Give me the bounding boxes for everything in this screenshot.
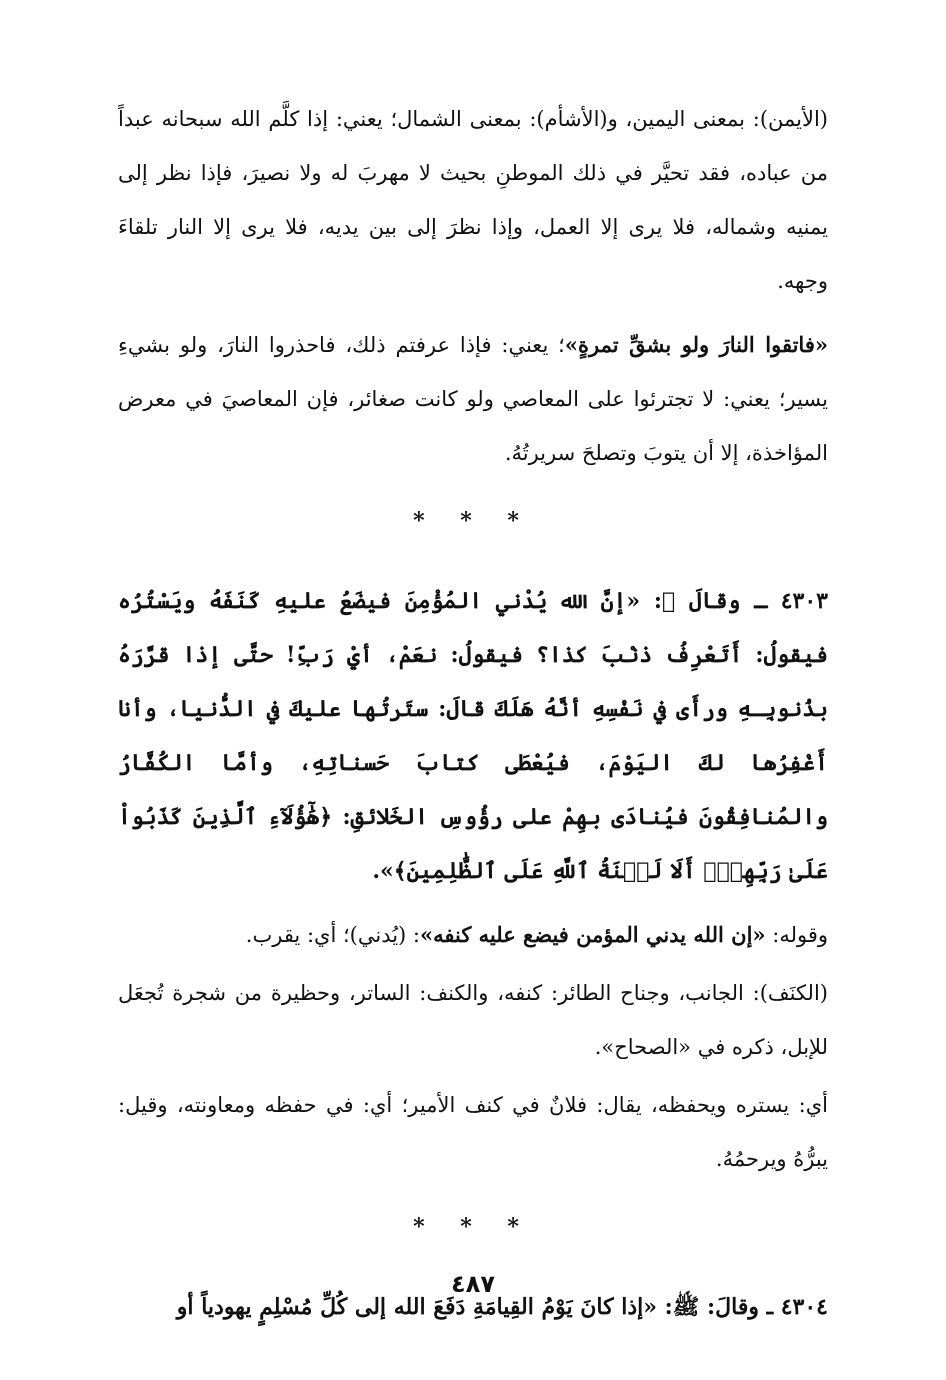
paragraph-text: ؛ يعني: فإذا عرفتم ذلك، فاحذروا النارَ، ولو بشيءِ يسير؛ يعني: لا تجترئوا على المعاصي ولو كانت صغائر، فإن المعاصيَ في معرض المؤاخذة، إلا أن يتوبَ وتصلحَ سريرتُهُ.	[118, 333, 828, 465]
commentary-paragraph-3	[118, 908, 828, 962]
commentary-paragraph-4	[118, 966, 828, 1074]
commentary-paragraph-1	[118, 92, 828, 308]
page-number: ٤٨٧	[451, 1270, 495, 1298]
hadith-text: ٤٣٠٣ ـ وقالَ ﷺ: «إنَّ الله يُدْني المُؤْمِنَ فيضَعُ عليهِ كَنَفَهُ ويَسْتُرُه فيقولُ: أَتَعْرِفُ ذنْبَ كذا؟ فيقولُ: نعَمْ، أيْ رَبِّ! حتَّى إذا قرَّرَهُ بذُنوبِـهِ ورأَى في نَفْسِهِ أنَّهُ هَلَكَ قالَ: ستَرتُها عليكَ في الدُّنيا، وأنا أَغْفِرُها لكَ اليَوْمَ، فيُعْطَى كتابَ حَسناتِهِ، وأمَّا الكُفَّارُ والمُنافِقُونَ فيُنادَى بهِمْ على رؤُوسِ الخَلائقِ: ﴿هَٰٓؤُلَآءِ ٱلَّذِينَ كَذَبُواْ عَلَىٰ رَبِّهِمۡۚ أَلَا لَعۡنَةُ ٱللَّهِ عَلَى ٱلظَّٰلِمِينَ﴾».	[118, 588, 828, 884]
quoted-hadith-phrase: «فاتقوا النارَ ولو بشقِّ تمرةٍ»	[564, 332, 828, 357]
paragraph-text: (الكنَف): الجانب، وجناح الطائر: كنفه، والكنف: الساتر، وحظيرة من شجرة تُجعَل للإبل، ذكره في «الصحاح».	[118, 981, 828, 1059]
hadith-text: ٤٣٠٤ ـ وقالَ: ﷺ: «إذا كانَ يَوْمُ القِيامَةِ دَفَعَ الله إلى كُلِّ مُسْلِمٍ يهودياً أو	[176, 1294, 828, 1320]
paragraph-text: : (يُدني)؛ أي: يقرب.	[245, 923, 421, 947]
section-separator: * * *	[413, 508, 533, 534]
paragraph-text: (الأيمن): بمعنى اليمين، و(الأشأم): بمعنى الشمال؛ يعني: إذا كلَّم الله سبحانه عبداً من عباده، فقد تحيَّر في ذلك الموطنِ بحيث لا مهربَ له ولا نصيرَ، فإذا نظر إلى يمنيه وشماله، فلا يرى إلا العمل، وإذا نظرَ إلى بين يديه، فلا يرى إلا النار تلقاءَ وجهه.	[118, 107, 828, 293]
page-body	[118, 92, 828, 1334]
commentary-paragraph-5	[118, 1078, 828, 1186]
commentary-paragraph-2	[118, 318, 828, 480]
quoted-hadith-phrase: «إن الله يدني المؤمن فيضع عليه كنفه»	[420, 922, 766, 947]
paragraph-text: وقوله:	[765, 923, 828, 947]
section-separator: * * *	[413, 1214, 533, 1240]
hadith-4303	[118, 574, 828, 898]
paragraph-text: أي: يستره ويحفظه، يقال: فلانٌ في كنف الأمير؛ أي: في حفظه ومعاونته، وقيل: يبرُّهُ ويرحمُهُ.	[118, 1093, 828, 1171]
